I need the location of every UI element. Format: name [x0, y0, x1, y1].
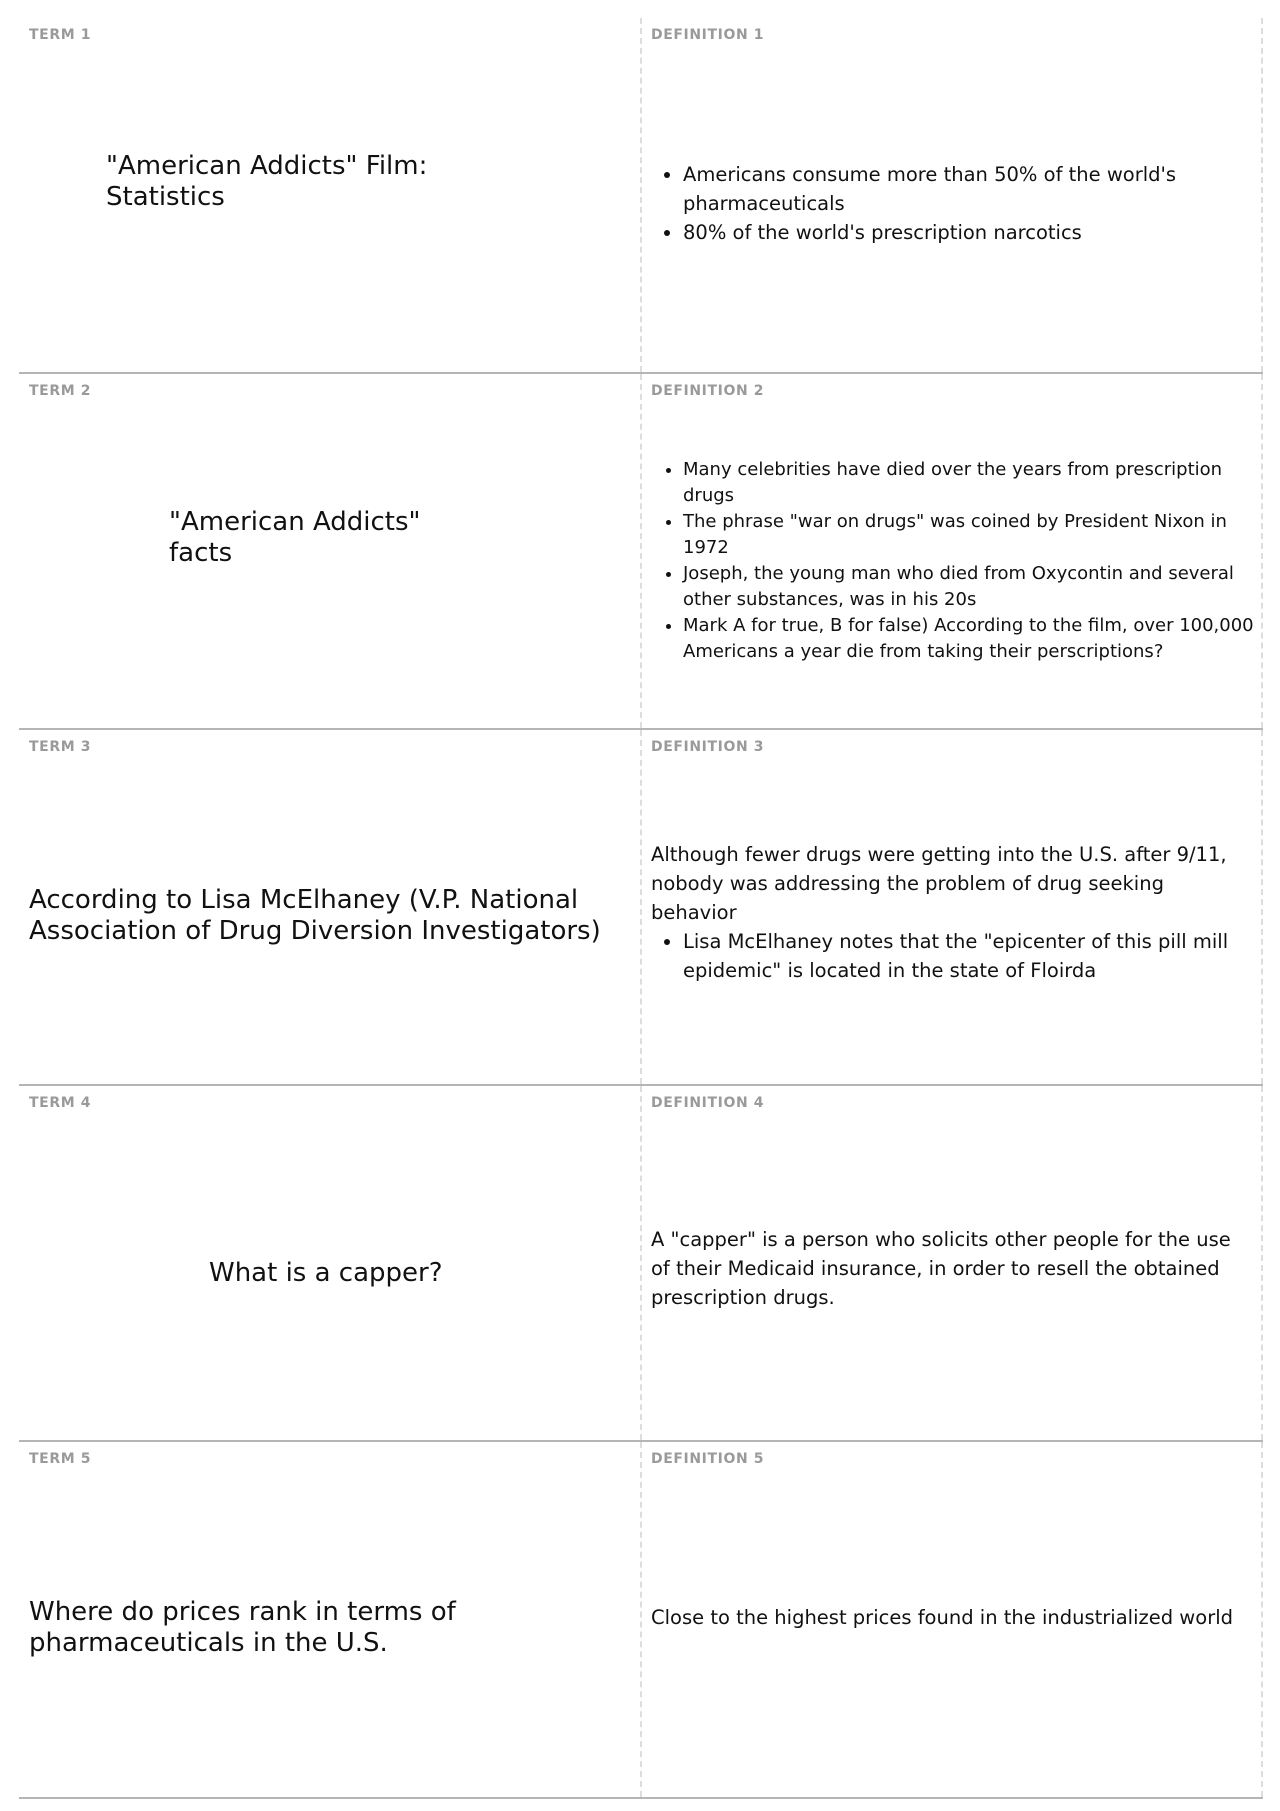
definition-list [651, 457, 1255, 665]
term-cell-1 [19, 18, 641, 372]
definition-body [651, 1603, 1255, 1632]
term-label: TERM 3 [29, 739, 92, 755]
definition-bullet: • Joseph, the young man who died from Oxycontin and several other substances, was in his 20s [683, 561, 1255, 613]
term-text: According to Lisa McElhaney (V.P. National Association of Drug Diversion Investigators) [29, 885, 601, 946]
card-edge [1261, 18, 1263, 372]
term-cell-4 [19, 1086, 641, 1440]
term-cell-2 [19, 374, 641, 728]
definition-bullet: • Many celebrities have died over the years from prescription drugs [683, 457, 1255, 509]
term-text: "American Addicts" Film: Statistics [106, 151, 428, 212]
definition-cell-1 [641, 18, 1263, 372]
definition-body [651, 457, 1255, 665]
definition-text: Close to the highest prices found in the industrialized world [651, 1606, 1234, 1629]
card-row-3 [19, 730, 1263, 1086]
term-text: What is a capper? [209, 1258, 443, 1288]
definition-label: DEFINITION 5 [651, 1451, 765, 1467]
definition-bullet: • Lisa McElhaney notes that the "epicenter of this pill mill epidemic" is located in the state of Floirda [683, 927, 1255, 985]
term-label: TERM 2 [29, 383, 92, 399]
definition-body [651, 1225, 1255, 1312]
definition-bullet: • Mark A for true, B for false) According to the film, over 100,000 Americans a year die from taking their perscriptions? [683, 613, 1255, 665]
definition-bullet: • The phrase "war on drugs" was coined by President Nixon in 1972 [683, 509, 1255, 561]
card-row-5 [19, 1442, 1263, 1799]
definition-label: DEFINITION 1 [651, 27, 765, 43]
term-cell-5 [19, 1442, 641, 1797]
definition-text: Although fewer drugs were getting into the U.S. after 9/11, nobody was addressing the problem of drug seeking behavior [651, 843, 1227, 924]
card-row-4 [19, 1086, 1263, 1442]
definition-label: DEFINITION 3 [651, 739, 765, 755]
card-row-1 [19, 18, 1263, 374]
definition-body [651, 160, 1255, 247]
term-cell-3 [19, 730, 641, 1084]
definition-bullet: • 80% of the world's prescription narcotics [683, 218, 1255, 247]
term-label: TERM 1 [29, 27, 92, 43]
term-text: "American Addicts" facts [169, 507, 421, 568]
card-edge [1261, 730, 1263, 1084]
term-text: Where do prices rank in terms of pharmaceuticals in the U.S. [29, 1597, 456, 1658]
term-label: TERM 5 [29, 1451, 92, 1467]
definition-cell-4 [641, 1086, 1263, 1440]
flashcard-sheet [19, 18, 1263, 1799]
term-label: TERM 4 [29, 1095, 92, 1111]
card-edge [1261, 374, 1263, 728]
definition-list [651, 160, 1255, 247]
definition-text: A "capper" is a person who solicits other people for the use of their Medicaid insurance, in order to resell the obtained prescription drugs. [651, 1228, 1231, 1309]
definition-cell-2 [641, 374, 1263, 728]
definition-cell-5 [641, 1442, 1263, 1797]
definition-body [651, 840, 1255, 985]
definition-list [651, 927, 1255, 985]
definition-cell-3 [641, 730, 1263, 1084]
definition-label: DEFINITION 2 [651, 383, 765, 399]
card-row-2 [19, 374, 1263, 730]
card-edge [1261, 1442, 1263, 1797]
definition-label: DEFINITION 4 [651, 1095, 765, 1111]
card-edge [1261, 1086, 1263, 1440]
definition-bullet: • Americans consume more than 50% of the world's pharmaceuticals [683, 160, 1255, 218]
